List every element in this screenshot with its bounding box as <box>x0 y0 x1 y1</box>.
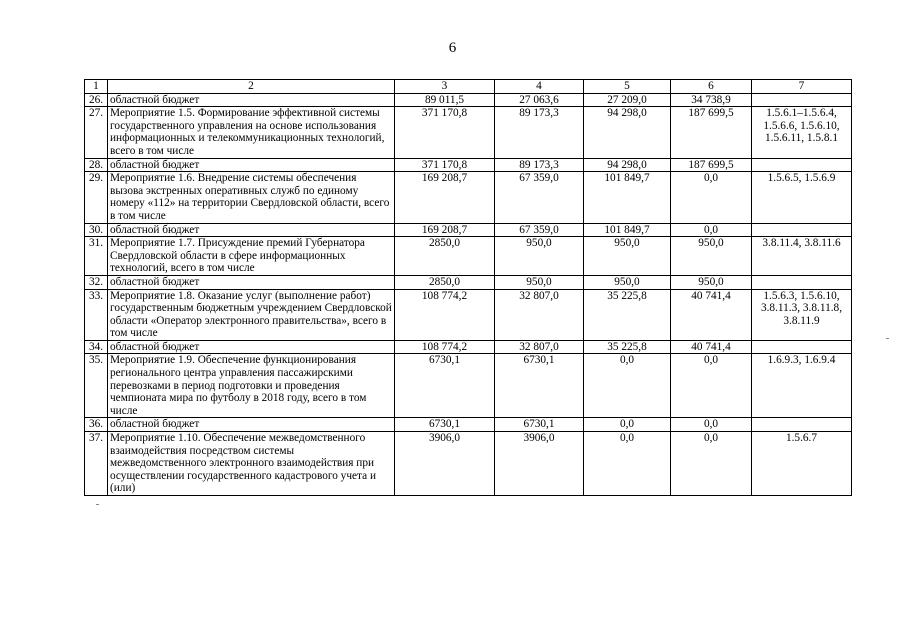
row-name: Мероприятие 1.6. Внедрение системы обеспечения вызова экстренных оперативных служб по единому номеру «112» на территории Свердловской области, всего в том числе <box>108 172 395 223</box>
value-col-6: 0,0 <box>671 354 752 418</box>
scan-mark <box>96 504 99 505</box>
target-refs: 1.5.6.3, 1.5.6.10, 3.8.11.3, 3.8.11.8, 3.8.11.9 <box>752 289 852 340</box>
table-row <box>85 223 852 237</box>
value-col-4: 950,0 <box>495 237 584 276</box>
target-refs: 1.6.9.3, 1.6.9.4 <box>752 354 852 418</box>
value-col-6: 950,0 <box>671 275 752 289</box>
row-name: областной бюджет <box>108 223 395 237</box>
value-col-6: 0,0 <box>671 418 752 432</box>
value-col-3: 371 170,8 <box>395 158 495 172</box>
row-number: 36. <box>85 418 108 432</box>
row-number: 33. <box>85 289 108 340</box>
row-number: 30. <box>85 223 108 237</box>
value-col-5: 0,0 <box>584 354 671 418</box>
row-number: 35. <box>85 354 108 418</box>
value-col-6: 950,0 <box>671 237 752 276</box>
header-cell: 7 <box>752 80 852 94</box>
value-col-3: 2850,0 <box>395 275 495 289</box>
value-col-4: 89 173,3 <box>495 107 584 158</box>
value-col-6: 0,0 <box>671 223 752 237</box>
value-col-3: 89 011,5 <box>395 93 495 107</box>
table-row <box>85 418 852 432</box>
row-name: Мероприятие 1.5. Формирование эффективной системы государственного управления на основе использования информационных и телекоммуникационных технологий, всего в том числе <box>108 107 395 158</box>
value-col-4: 6730,1 <box>495 354 584 418</box>
row-name: областной бюджет <box>108 418 395 432</box>
value-col-3: 108 774,2 <box>395 340 495 354</box>
row-name: областной бюджет <box>108 158 395 172</box>
target-refs <box>752 93 852 107</box>
value-col-5: 27 209,0 <box>584 93 671 107</box>
header-cell: 2 <box>108 80 395 94</box>
table-row <box>85 158 852 172</box>
value-col-3: 169 208,7 <box>395 172 495 223</box>
value-col-6: 40 741,4 <box>671 340 752 354</box>
row-name: областной бюджет <box>108 340 395 354</box>
value-col-3: 2850,0 <box>395 237 495 276</box>
target-refs: 1.5.6.1–1.5.6.4, 1.5.6.6, 1.5.6.10, 1.5.6.11, 1.5.8.1 <box>752 107 852 158</box>
table-row <box>85 93 852 107</box>
table-row <box>85 432 852 496</box>
value-col-4: 67 359,0 <box>495 223 584 237</box>
value-col-3: 3906,0 <box>395 432 495 496</box>
row-number: 26. <box>85 93 108 107</box>
row-name: Мероприятие 1.7. Присуждение премий Губернатора Свердловской области в сфере информационных технологий, всего в том числе <box>108 237 395 276</box>
value-col-5: 94 298,0 <box>584 158 671 172</box>
value-col-6: 0,0 <box>671 172 752 223</box>
value-col-4: 32 807,0 <box>495 289 584 340</box>
table-row <box>85 275 852 289</box>
row-number: 28. <box>85 158 108 172</box>
header-cell: 5 <box>584 80 671 94</box>
value-col-5: 35 225,8 <box>584 340 671 354</box>
table-row <box>85 289 852 340</box>
value-col-6: 187 699,5 <box>671 107 752 158</box>
target-refs <box>752 418 852 432</box>
value-col-3: 6730,1 <box>395 354 495 418</box>
header-cell: 6 <box>671 80 752 94</box>
row-number: 37. <box>85 432 108 496</box>
value-col-5: 950,0 <box>584 275 671 289</box>
row-name: областной бюджет <box>108 275 395 289</box>
target-refs <box>752 158 852 172</box>
value-col-4: 32 807,0 <box>495 340 584 354</box>
header-cell: 4 <box>495 80 584 94</box>
value-col-4: 6730,1 <box>495 418 584 432</box>
table-row <box>85 172 852 223</box>
value-col-5: 35 225,8 <box>584 289 671 340</box>
table-row <box>85 237 852 276</box>
value-col-3: 6730,1 <box>395 418 495 432</box>
row-name: Мероприятие 1.10. Обеспечение межведомственного взаимодействия посредством системы межведомственного электронного взаимодействия при осуществлении государственного кадастрового учета и (или) <box>108 432 395 496</box>
row-number: 32. <box>85 275 108 289</box>
scan-mark <box>886 338 889 339</box>
row-name: Мероприятие 1.8. Оказание услуг (выполнение работ) государственным бюджетным учреждением Свердловской области «Оператор электронного правительства», всего в том числе <box>108 289 395 340</box>
value-col-6: 187 699,5 <box>671 158 752 172</box>
table-row <box>85 340 852 354</box>
value-col-5: 0,0 <box>584 432 671 496</box>
target-refs <box>752 223 852 237</box>
value-col-5: 101 849,7 <box>584 223 671 237</box>
value-col-5: 94 298,0 <box>584 107 671 158</box>
value-col-3: 371 170,8 <box>395 107 495 158</box>
value-col-5: 0,0 <box>584 418 671 432</box>
row-number: 34. <box>85 340 108 354</box>
value-col-6: 0,0 <box>671 432 752 496</box>
target-refs: 1.5.6.7 <box>752 432 852 496</box>
budget-table <box>84 79 852 496</box>
table-row <box>85 354 852 418</box>
value-col-4: 67 359,0 <box>495 172 584 223</box>
value-col-6: 34 738,9 <box>671 93 752 107</box>
value-col-4: 89 173,3 <box>495 158 584 172</box>
target-refs: 1.5.6.5, 1.5.6.9 <box>752 172 852 223</box>
table-row <box>85 107 852 158</box>
row-number: 29. <box>85 172 108 223</box>
value-col-4: 950,0 <box>495 275 584 289</box>
value-col-5: 950,0 <box>584 237 671 276</box>
target-refs: 3.8.11.4, 3.8.11.6 <box>752 237 852 276</box>
row-number: 31. <box>85 237 108 276</box>
row-number: 27. <box>85 107 108 158</box>
value-col-3: 169 208,7 <box>395 223 495 237</box>
row-name: Мероприятие 1.9. Обеспечение функционирования регионального центра управления пассажирскими перевозками в период подготовки и проведения чемпионата мира по футболу в 2018 году, всего в том числе <box>108 354 395 418</box>
table-header-row <box>85 80 852 94</box>
target-refs <box>752 340 852 354</box>
target-refs <box>752 275 852 289</box>
header-cell: 1 <box>85 80 108 94</box>
value-col-4: 27 063,6 <box>495 93 584 107</box>
page-number: 6 <box>448 40 457 56</box>
value-col-6: 40 741,4 <box>671 289 752 340</box>
value-col-3: 108 774,2 <box>395 289 495 340</box>
value-col-4: 3906,0 <box>495 432 584 496</box>
value-col-5: 101 849,7 <box>584 172 671 223</box>
row-name: областной бюджет <box>108 93 395 107</box>
header-cell: 3 <box>395 80 495 94</box>
